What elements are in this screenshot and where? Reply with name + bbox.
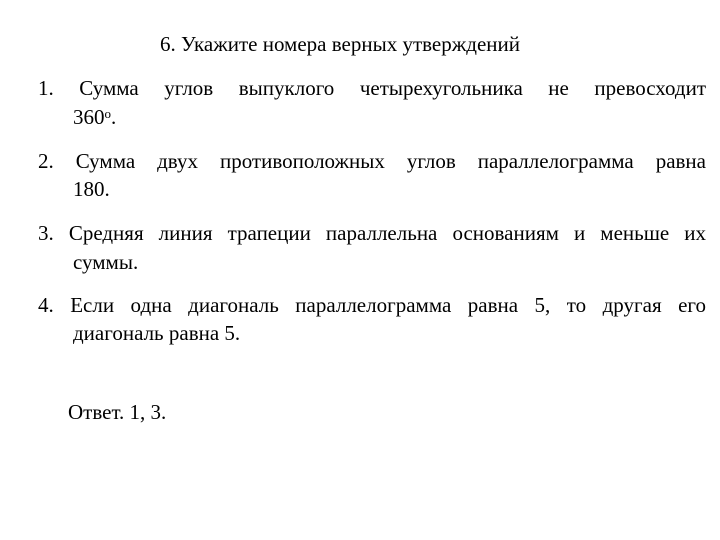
statement-4-line-2: диагональ равна 5. <box>73 321 241 345</box>
statement-1-period: . <box>111 105 117 129</box>
statement-2-line-1: 2. Сумма двух противоположных углов параллелограмма равна <box>38 149 706 173</box>
statement-3-line-1: 3. Средняя линия трапеции параллельна основаниям и меньше их <box>38 221 706 245</box>
statement-1-line-1: 1. Сумма углов выпуклого четырехугольника не превосходит <box>38 76 706 100</box>
statement-4-line-1: 4. Если одна диагональ параллелограмма равна 5, то другая его <box>38 293 706 317</box>
answer-text: Ответ. 1, 3. <box>68 400 167 424</box>
statement-2-line-2: 180. <box>73 177 110 201</box>
degree-sign: o <box>104 106 111 121</box>
statement-1-value: 360 <box>73 105 105 129</box>
statement-1-line-2 <box>73 103 116 131</box>
statement-3-line-2: суммы. <box>73 250 139 274</box>
question-title: 6. Укажите номера верных утверждений <box>160 32 520 56</box>
